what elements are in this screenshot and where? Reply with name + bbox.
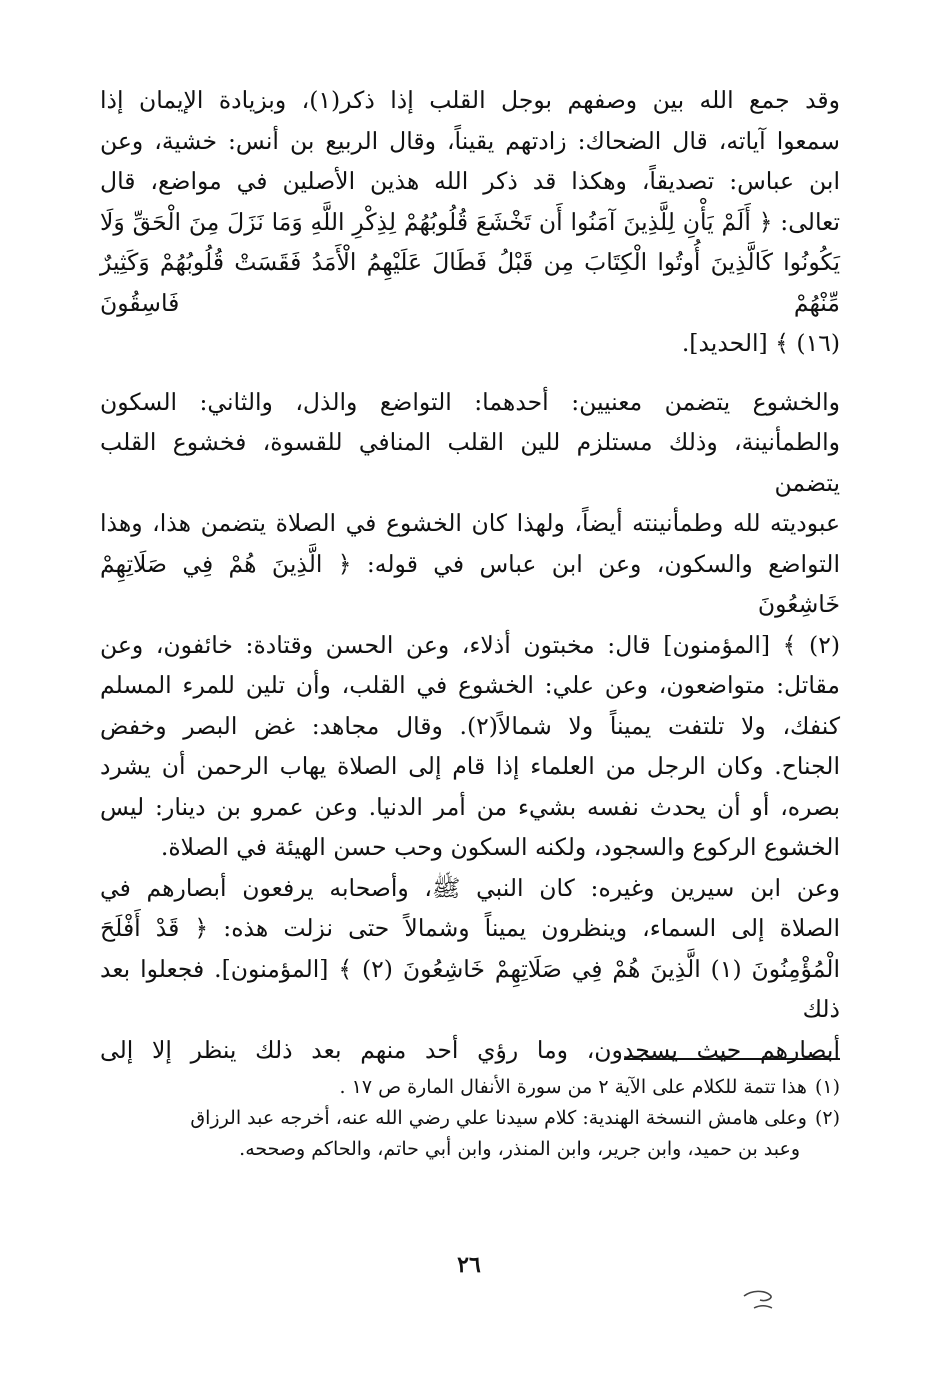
quran-verse-line: التواضع والسكون، وعن ابن عباس في قوله: ﴿ الَّذِينَ هُمْ فِي صَلَاتِهِمْ خَاشِعُونَ xyxy=(100,549,840,618)
footnote-2-continuation: وعبد بن حميد، وابن جرير، وابن المنذر، وابن أبي حاتم، والحاكم وصححه. xyxy=(239,1138,800,1160)
scribble-mark-icon xyxy=(740,1286,780,1314)
paragraph-2 xyxy=(100,382,840,1071)
quran-verse-line: تعالى: ﴿ أَلَمْ يَأْنِ لِلَّذِينَ آمَنُوا أَن تَخْشَعَ قُلُوبُهُمْ لِذِكْرِ اللَّهِ وَمَا نَزَلَ مِنَ الْحَقِّ وَلَا xyxy=(100,207,840,236)
text-line: سمعوا آياته، قال الضحاك: زادتهم يقيناً، وقال الربيع بن أنس: خشية، وعن xyxy=(100,126,840,155)
footnote-divider xyxy=(624,1058,840,1060)
text-line: كنفك، ولا تلتفت يميناً ولا شمالاً(٢). وقال مجاهد: غض البصر وخفض xyxy=(100,711,841,740)
text-line: وقد جمع الله بين وصفهم بوجل القلب إذا ذكر(١)، وبزيادة الإيمان إذا xyxy=(100,86,841,114)
text-line: عبوديته لله وطمأنينته أيضاً، ولهذا كان الخشوع في الصلاة يتضمن هذا، وهذا xyxy=(100,509,840,537)
footnotes xyxy=(100,1072,840,1165)
text-line: والطمأنينة، وذلك مستلزم للين القلب المنافي للقسوة، فخشوع القلب يتضمن xyxy=(100,428,840,497)
text-line: (٢) ﴾ [المؤمنون] قال: مخبتون أذلاء، وعن الحسن وقتادة: خائفون، وعن xyxy=(100,630,840,659)
text-line: مقاتل: متواضعون، وعن علي: الخشوع في القلب، وأن تلين للمرء المسلم xyxy=(100,671,840,699)
quran-verse-line: الصلاة إلى السماء، وينظرون يميناً وشمالاً حتى نزلت هذه: ﴿ قَدْ أَفْلَحَ xyxy=(100,914,840,942)
footnote-1 xyxy=(100,1072,840,1103)
text-line: وعن ابن سيرين وغيره: كان النبي ﷺ، وأصحابه يرفعون أبصارهم في xyxy=(100,873,840,902)
footnote-2 xyxy=(100,1103,840,1134)
page-number: ٢٦ xyxy=(457,1252,481,1278)
footnote-text: هذا تتمة للكلام على الآية ٢ من سورة الأنفال المارة ص ١٧ . xyxy=(339,1076,807,1098)
quran-verse-line: يَكُونُوا كَالَّذِينَ أُوتُوا الْكِتَابَ مِن قَبْلُ فَطَالَ عَلَيْهِمُ الْأَمَدُ فَقَسَتْ قُلُوبُهُمْ وَكَثِيرٌ مِّنْهُمْ فَاسِقُونَ xyxy=(100,248,840,317)
verse-reference-line: (١٦) ﴾ [الحديد]. xyxy=(681,329,840,357)
footnote-number: (٢) xyxy=(814,1107,840,1129)
footnote-text: وعلى هامش النسخة الهندية: كلام سيدنا علي رضي الله عنه، أخرجه عبد الرزاق xyxy=(190,1107,807,1129)
text-line: ابن عباس: تصديقاً، وهكذا قد ذكر الله هذين الأصلين في مواضع، قال xyxy=(100,167,840,195)
main-text xyxy=(100,80,840,1070)
text-line: والخشوع يتضمن معنيين: أحدهما: التواضع والذل، والثاني: السكون xyxy=(100,387,840,416)
text-line: الخشوع الركوع والسجود، ولكنه السكون وحب حسن الهيئة في الصلاة. xyxy=(160,833,840,861)
quran-verse-line: الْمُؤْمِنُونَ (١) الَّذِينَ هُمْ فِي صَلَاتِهِمْ خَاشِعُونَ (٢) ﴾ [المؤمنون]. فجعلوا بعد ذلك xyxy=(100,954,840,1023)
text-line: الجناح. وكان الرجل من العلماء إذا قام إلى الصلاة يهاب الرحمن أن يشرد xyxy=(100,752,840,780)
paragraph-1 xyxy=(100,80,840,364)
text-line: أبصارهم حيث يسجدون، وما رؤي أحد منهم بعد ذلك ينظر إلا إلى xyxy=(100,1035,840,1064)
footnote-number: (١) xyxy=(814,1076,840,1098)
text-line: بصره، أو أن يحدث نفسه بشيء من أمر الدنيا. وعن عمرو بن دينار: ليس xyxy=(100,792,840,821)
